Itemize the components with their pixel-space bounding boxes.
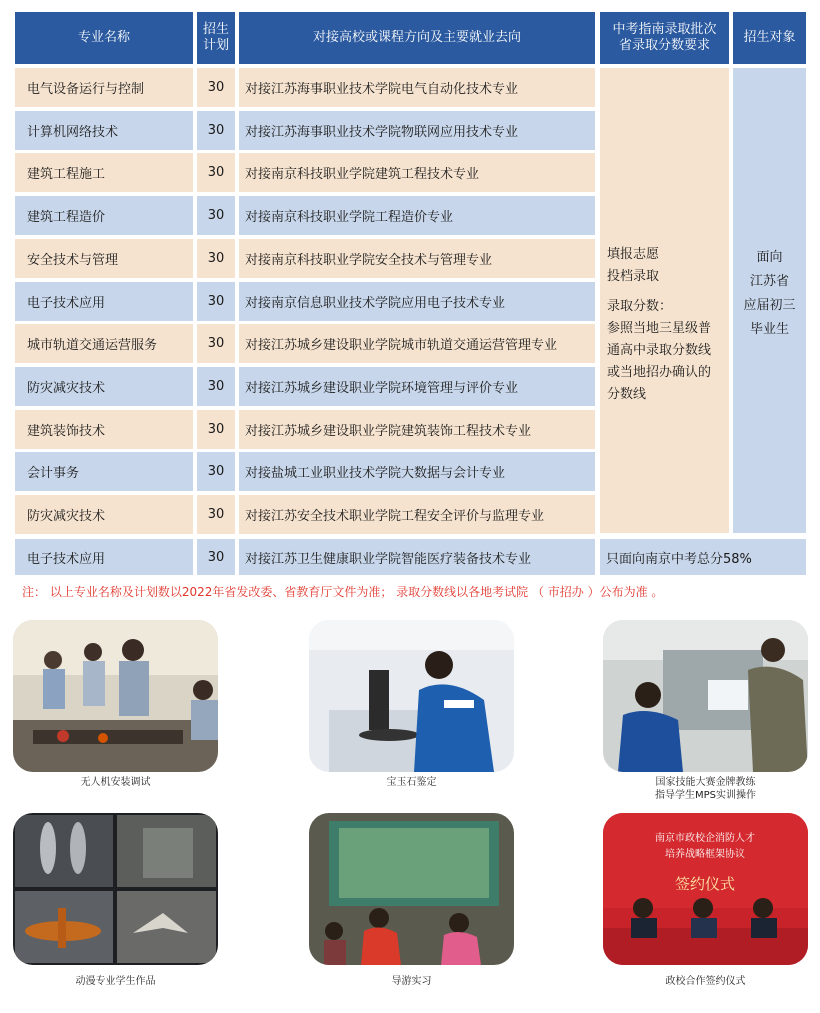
- row-direction: 对接南京科技职业学院工程造价专业: [239, 196, 595, 235]
- photo-caption: 政校合作签约仪式: [665, 976, 746, 987]
- row-plan-count: 30: [197, 539, 235, 575]
- header-score-requirement: 中考指南录取批次 省录取分数要求: [600, 12, 729, 64]
- target-line: 江苏省: [749, 274, 789, 289]
- score-requirement-cell: [600, 68, 729, 533]
- row-plan-count: 30: [197, 452, 235, 491]
- row-direction: 对接南京信息职业技术学院应用电子技术专业: [239, 282, 595, 321]
- target-line: 应届初三: [743, 298, 796, 313]
- row-direction: 对接江苏安全技术职业学院工程安全评价与监理专业: [239, 495, 595, 534]
- header-major-name: 专业名称: [15, 12, 193, 64]
- row-major-name: 会计事务: [15, 452, 193, 491]
- row-direction: 对接南京科技职业学院安全技术与管理专业: [239, 239, 595, 278]
- photo-signing-ceremony: [603, 813, 808, 965]
- photo-tour-guide-practice: [309, 813, 514, 965]
- row-major-name: 电气设备运行与控制: [15, 68, 193, 107]
- photo-caption: 宝玉石鉴定: [386, 777, 437, 788]
- score-line: 填报志愿: [607, 247, 660, 262]
- target-line: 毕业生: [749, 322, 789, 337]
- photo-gemstone-identification: [309, 620, 514, 772]
- score-line: 通高中录取分数线: [607, 343, 712, 358]
- row-plan-count: 30: [197, 153, 235, 192]
- row-direction: 对接南京科技职业学院建筑工程技术专业: [239, 153, 595, 192]
- row-major-name: 防灾减灾技术: [15, 367, 193, 406]
- header-direction: 对接高校或课程方向及主要就业去向: [239, 12, 595, 64]
- score-line: 录取分数：: [607, 299, 673, 314]
- banner-text: 签约仪式: [674, 875, 736, 893]
- row-direction: 对接江苏海事职业技术学院电气自动化技术专业: [239, 68, 595, 107]
- score-line: 分数线: [607, 387, 647, 402]
- row-plan-count: 30: [197, 196, 235, 235]
- score-line: 投档录取: [607, 269, 660, 284]
- last-row-score-cell: 只面向南京中考总分58%: [600, 539, 806, 575]
- row-major-name: 建筑工程施工: [15, 153, 193, 192]
- row-major-name: 建筑工程造价: [15, 196, 193, 235]
- photo-caption: 国家技能大赛金牌教练 指导学生MPS实训操作: [654, 777, 756, 801]
- row-direction: 对接江苏城乡建设职业学院环境管理与评价专业: [239, 367, 595, 406]
- row-plan-count: 30: [197, 410, 235, 449]
- photo-drone-assembly: [13, 620, 218, 772]
- row-major-name: 安全技术与管理: [15, 239, 193, 278]
- target-line: 面向: [756, 250, 783, 265]
- header-target: 招生对象: [733, 12, 806, 64]
- photo-caption: 无人机安装调试: [80, 777, 151, 788]
- photo-caption: 导游实习: [391, 976, 432, 987]
- row-major-name: 城市轨道交通运营服务: [15, 324, 193, 363]
- photo-caption: 动漫专业学生作品: [75, 976, 156, 987]
- row-plan-count: 30: [197, 282, 235, 321]
- row-direction: 对接盐城工业职业技术学院大数据与会计专业: [239, 452, 595, 491]
- score-line: 或当地招办确认的: [607, 365, 712, 380]
- row-plan-count: 30: [197, 111, 235, 150]
- row-plan-count: 30: [197, 68, 235, 107]
- row-direction: 对接江苏城乡建设职业学院建筑装饰工程技术专业: [239, 410, 595, 449]
- photo-mps-training: [603, 620, 808, 772]
- photo-animation-works: [13, 813, 218, 965]
- banner-text: 南京市政校企消防人才: [655, 833, 755, 844]
- row-plan-count: 30: [197, 367, 235, 406]
- row-direction: 对接江苏海事职业技术学院物联网应用技术专业: [239, 111, 595, 150]
- row-major-name: 建筑装饰技术: [15, 410, 193, 449]
- row-major-name: 电子技术应用: [15, 539, 193, 575]
- header-enroll-plan: 招生 计划: [197, 12, 235, 64]
- target-cell: [733, 68, 806, 533]
- row-major-name: 计算机网络技术: [15, 111, 193, 150]
- footnote: 注： 以上专业名称及计划数以2022年省发改委、省教育厅文件为准； 录取分数线以各地考试院 （ 市招办 ）公布为准 。: [22, 585, 664, 599]
- row-plan-count: 30: [197, 495, 235, 534]
- row-plan-count: 30: [197, 324, 235, 363]
- row-major-name: 电子技术应用: [15, 282, 193, 321]
- row-major-name: 防灾减灾技术: [15, 495, 193, 534]
- row-plan-count: 30: [197, 239, 235, 278]
- score-line: 参照当地三星级普: [607, 321, 712, 336]
- row-direction: 对接江苏城乡建设职业学院城市轨道交通运营管理专业: [239, 324, 595, 363]
- banner-text: 培养战略框架协议: [665, 849, 745, 860]
- row-direction: 对接江苏卫生健康职业学院智能医疗装备技术专业: [239, 539, 595, 575]
